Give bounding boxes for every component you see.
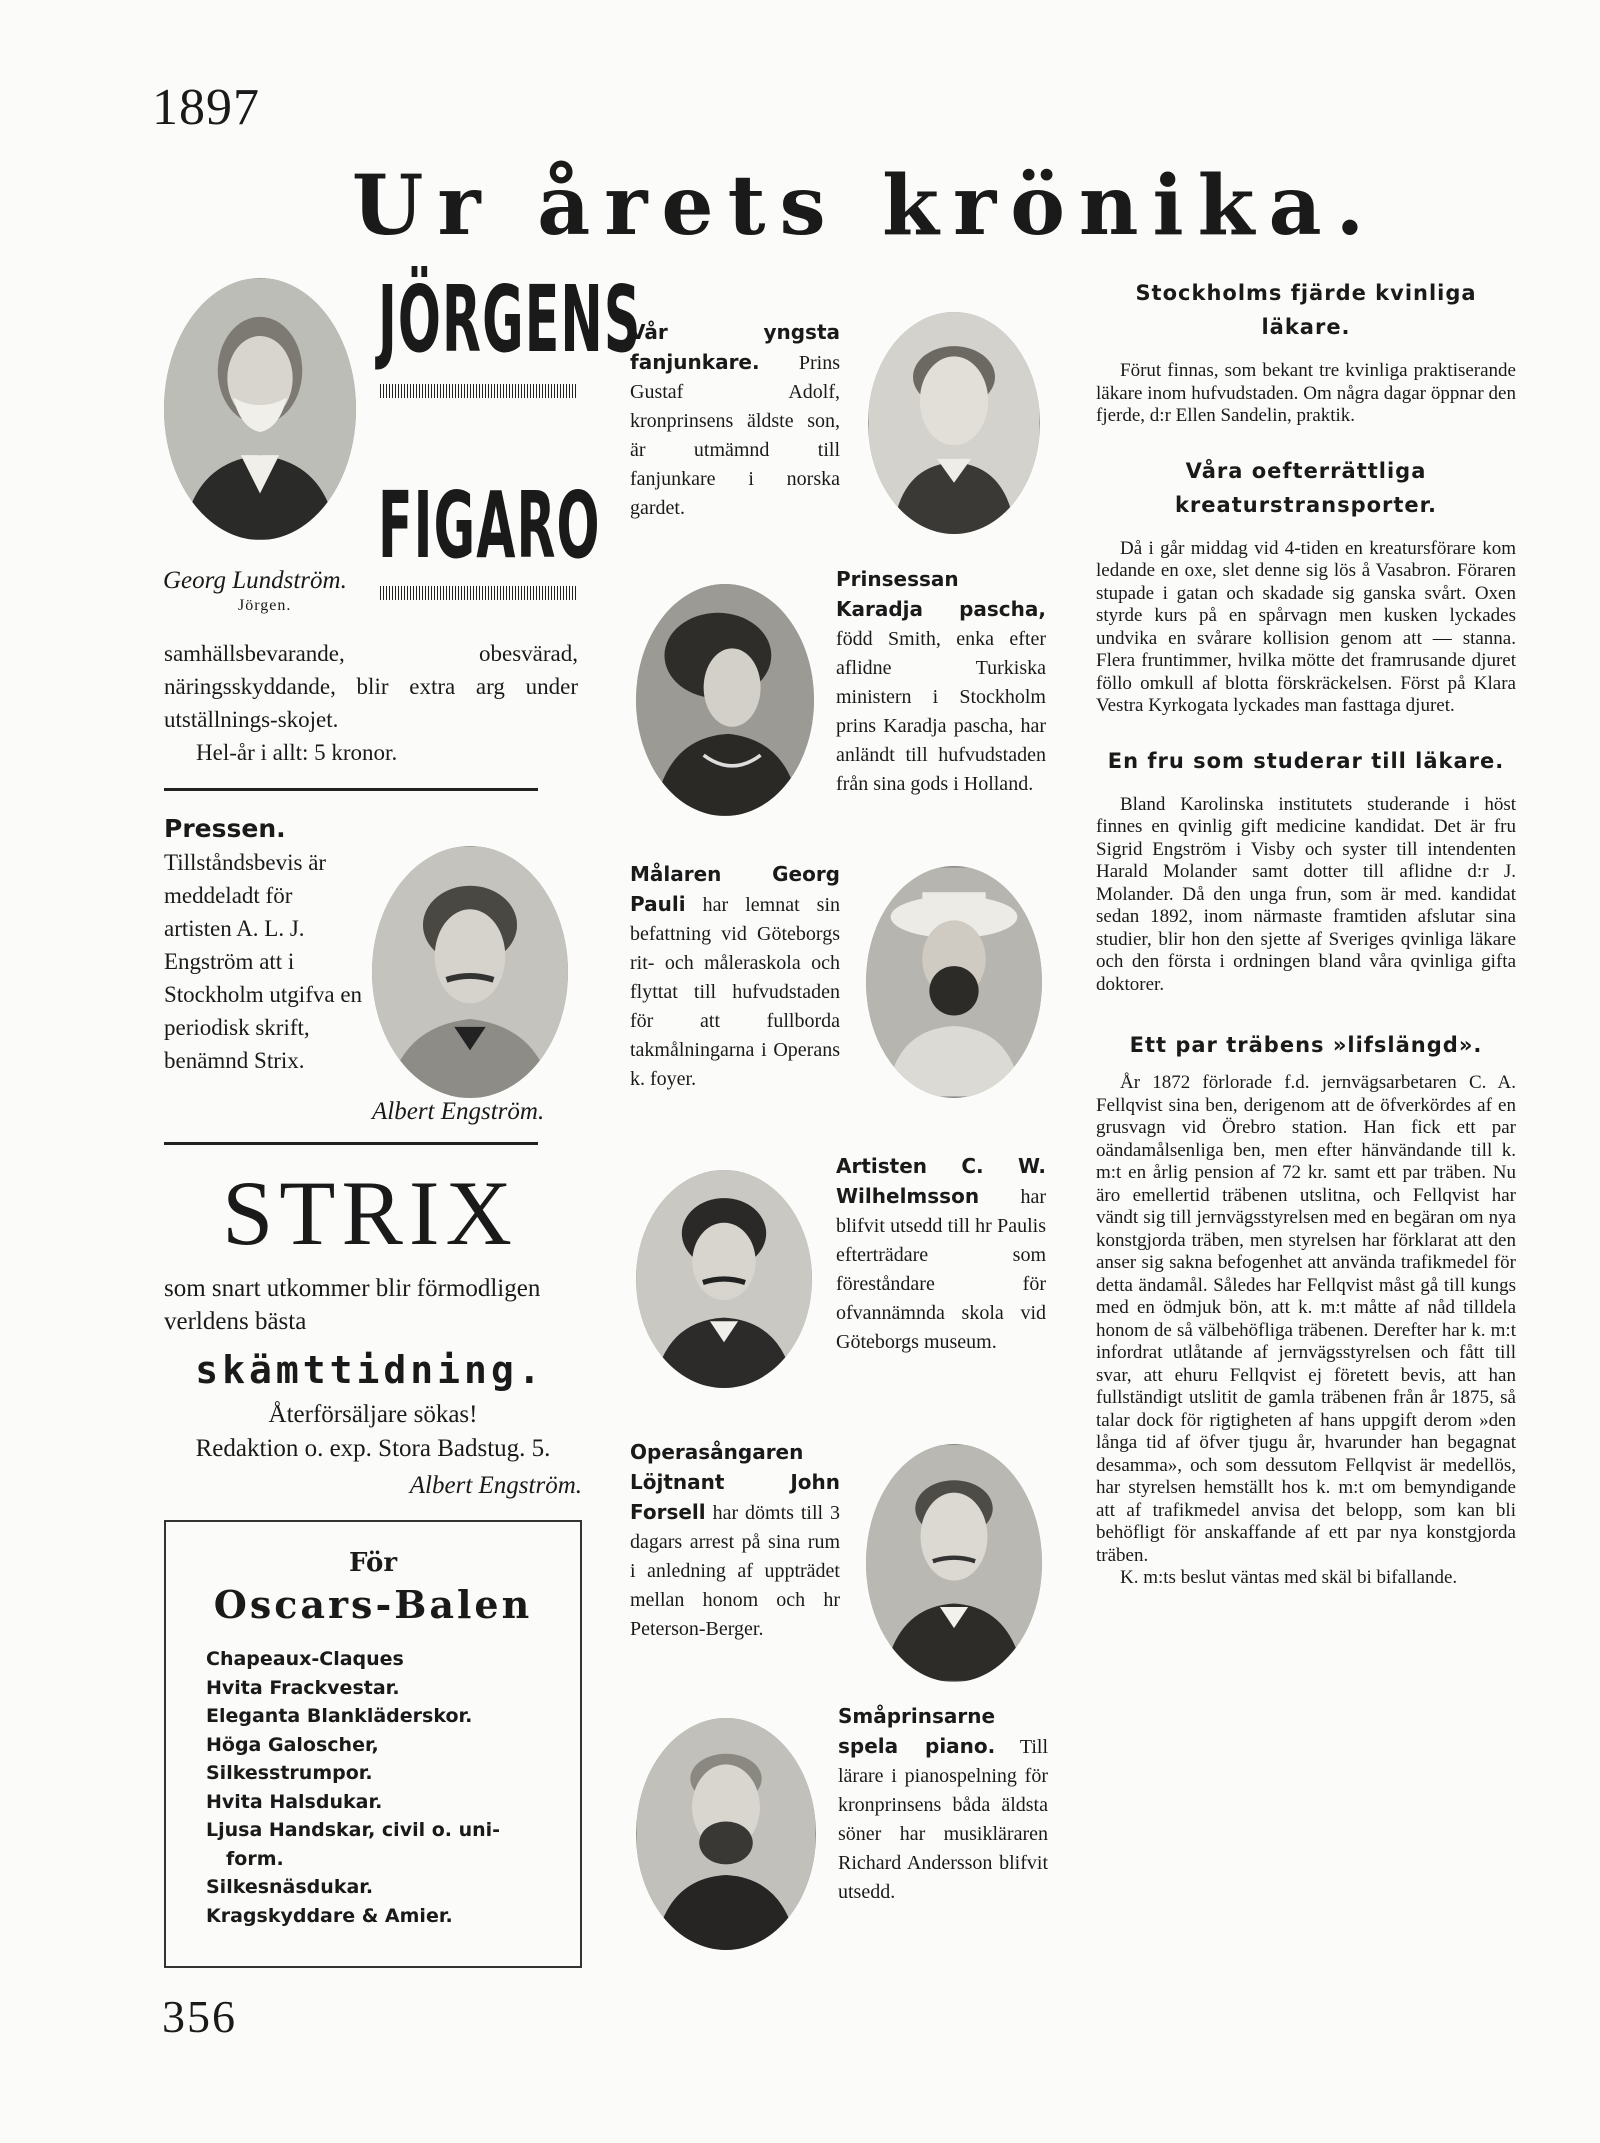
list-item: Ljusa Handskar, civil o. uni- (206, 1819, 501, 1841)
list-item: Chapeaux-Claques (206, 1648, 404, 1670)
pressen-caption: Albert Engström. (372, 1098, 545, 1125)
oscars-ad-line2: Oscars-Balen (213, 1582, 533, 1627)
oscars-ad-line1: För (348, 1548, 398, 1578)
article-prinsessan-karadja (836, 565, 1046, 799)
article-smaprinsarne (838, 1702, 1048, 1907)
article-heading: Våra oefterrättliga kreaturstransporter. (1174, 458, 1438, 517)
article-text: född Smith, enka efter aflidne Turkiska ministern i Stockholm prins Karadja pascha, har anländt till hufvudstaden från sina gods i Holland. (836, 628, 1046, 795)
article-body (1096, 360, 1516, 428)
article-body (1096, 794, 1516, 997)
portrait-illustration (164, 278, 356, 540)
list-item: form. (226, 1847, 284, 1870)
article-body (1096, 1072, 1516, 1590)
article-text: har dömts till 3 dagars arrest på sina rum i anledning af uppträdet mellan honom och hr Peterson-Berger. (630, 1502, 840, 1640)
ad-figaro-title: FIGARO (378, 472, 601, 579)
page-title: Ur årets krönika. (351, 158, 1379, 254)
strix-signature: Albert Engström. (409, 1472, 582, 1499)
list-item: Hvita Halsdukar. (206, 1790, 383, 1813)
strix-logo: STRIX (222, 1162, 518, 1264)
strix-resellers: Återförsäljare sökas! (268, 1401, 478, 1428)
ad-jorgens-title: JÖRGENS (378, 266, 642, 373)
article-heading: Vår yngsta fanjunkare. (630, 320, 840, 374)
divider (164, 788, 538, 791)
article-paragraph: Då i går middag vid 4-tiden en kreatursförare kom ledande en oxe, slet denne sig lös å Vasabron. Föraren stupade i gatan och skadade sig ganska svårt. Oxen styrde kurs på en spårvagn men kusken lyckades undvika en svårare kollision genom att — stanna. Flera fruntimmer, hvilka mötte det framrusande djuret föllo omkull af blotta förskräckelsen. Först på Klara Vestra Kyrkogata lyckades man fasttaga djuret. (1096, 537, 1516, 716)
article-paragraph: År 1872 förlorade f.d. jernvägsarbetaren C. A. Fellqvist sina ben, derigenom att de öfverkördes af en grusvagn vid Örebro station. Han fick ett par oändamålsenliga ben, men efter hänvändande till k. m:t en årlig pension af 72 kr. samt ett par träben. Nu äro emellertid träbenen utslitna, och Fellqvist har vändt sig till jernvägsstyrelsen med en begäran om nya konstgjorda träben, men styrelsen har förklarat att den anser sig sakna befogenhet att använda trafikmedel för detta ändamål. Således har Fellqvist måst gå till kungs med en ödmjuk bön, att k. m:t måtte af nåd tilldela honom de så välbehöfliga träbenen. Derefter har k. m:t infordrat utlåtande af jernvägsstyrelsen och fått till svar, att ehuru Fellqvist ej företett bevis, att han fullständigt utslitit de gamla träbenen från år 1875, så talar dock för rigtigheten af hans uppgift derom »den långa tid af öfver tjugu år, hvarunder han begagnat desamma», och som dessutom Fellqvist är medellös, har styrelsen hemställt hos k. m:t om bemyndigande att af trafikmedel anvisa det belopp, som kan bli behöfligt för anskaffande af ett par nya konstgjorda träben. (1096, 1072, 1516, 1566)
article-heading: Operasångaren Löjtnant John Forsell (630, 1440, 840, 1524)
strix-office: Redaktion o. exp. Stora Badstug. 5. (195, 1435, 551, 1462)
oscars-balen-ad (164, 1520, 582, 1968)
lundstrom-price: Hel-år i allt: 5 kronor. (196, 740, 398, 765)
portrait-albert-engstrom (372, 846, 568, 1098)
list-item: Kragskyddare & Amier. (206, 1904, 453, 1927)
portrait-illustration (636, 584, 814, 816)
article-paragraph: Bland Karolinska institutets studerande i höst finnes en qvinlig gift medicine kandidat. Det är fru Sigrid Engström i Visby och syster till intendenten Harald Molander samt dotter till aflidne d:r J. Molander. Då den unga frun, som är med. kandidat sedan 1892, inom närmaste framtiden afslutar sina studier, blir hon den sjette af Sveriges qvinliga läkare och den första i ordningen bland våra qvinliga gifta doktorer. (1096, 793, 1516, 995)
divider (164, 1142, 538, 1145)
lundstrom-text: samhällsbevarande, obesvärad, näringsskyddande, blir extra arg under utställnings-skojet. (164, 641, 578, 732)
portrait-illustration (866, 1444, 1042, 1682)
article-text: Till lärare i pianospelning för kronprinsens båda äldsta söner har musikläraren Richard Andersson blifvit utsedd. (838, 1736, 1049, 1903)
article-text: har lemnat sin befattning vid Göteborgs rit- och måleraskola och flyttat till hufvudstaden för att fullborda takmålningarna i Operans k. foyer. (630, 894, 840, 1090)
pressen-article (164, 812, 364, 1077)
portrait-john-forsell (866, 1444, 1042, 1682)
article-text: har blifvit utsedd till hr Paulis efterträdare som föreståndare för ofvannämnda skola vid Göteborgs museum. (836, 1186, 1046, 1353)
article-paragraph: K. m:ts beslut väntas med skäl bi bifallande. (1120, 1567, 1458, 1588)
strix-tagline: skämttidning. (195, 1348, 545, 1392)
lundstrom-subcaption: Jörgen. (238, 597, 292, 614)
article-heading: Målaren Georg Pauli (630, 862, 840, 916)
portrait-prins-gustaf-adolf (868, 312, 1040, 534)
article-heading: En fru som studerar till läkare. (1107, 748, 1505, 773)
pressen-text: Tillståndsbevis är meddeladt för artisten A. L. J. Engström att i Stockholm utgifva en periodisk skrift, benämnd Strix. (164, 850, 363, 1073)
list-item: Eleganta Blankläderskor. (206, 1705, 473, 1727)
portrait-georg-lundstrom (164, 278, 356, 540)
list-item: Silkesnäsdukar. (206, 1876, 374, 1898)
article-georg-pauli (630, 860, 840, 1094)
article-heading: Stockholms fjärde kvinliga läkare. (1135, 281, 1477, 339)
strix-text: som snart utkommer blir förmodligen verldens bästa (164, 1275, 541, 1335)
article-john-forsell (630, 1438, 840, 1644)
portrait-illustration (636, 1718, 816, 1950)
ad-stripe-top (380, 384, 576, 398)
lundstrom-caption: Georg Lundström. (163, 567, 347, 594)
right-column (1096, 276, 1516, 1590)
portrait-illustration (866, 866, 1042, 1098)
portrait-illustration (868, 312, 1040, 534)
ad-stripe-bottom (380, 586, 576, 600)
article-heading: Prinsessan Karadja pascha, (836, 567, 1046, 621)
portrait-illustration (372, 846, 568, 1098)
portrait-prinsessan-karadja (636, 584, 814, 816)
article-heading: Småprinsarne spela piano. (838, 1704, 996, 1758)
oscars-ad-items (206, 1645, 580, 1930)
pressen-heading: Pressen. (164, 814, 286, 843)
article-text: Prins Gustaf Adolf, kronprinsens äldste son, är utmämnd till fanjunkare i norska gardet. (630, 352, 840, 519)
list-item: Höga Galoscher, (206, 1733, 379, 1756)
article-cw-wilhelmsson (836, 1152, 1046, 1357)
year-heading: 1897 (152, 79, 260, 136)
page-number: 356 (162, 1991, 237, 2042)
article-heading: Ett par träbens »lifslängd». (1129, 1033, 1483, 1057)
article-yngsta-fanjunkare (630, 318, 840, 523)
portrait-georg-pauli (866, 866, 1042, 1098)
article-paragraph: Förut finnas, som bekant tre kvinliga praktiserande läkare inom hufvudstaden. Om några dagar öppnar den fjerde, d:r Ellen Sandelin, praktik. (1096, 360, 1516, 426)
list-item: Silkesstrumpor. (206, 1762, 373, 1784)
article-body (1096, 538, 1516, 718)
portrait-richard-andersson (636, 1718, 816, 1950)
portrait-cw-wilhelmsson (636, 1170, 812, 1388)
portrait-illustration (636, 1170, 812, 1388)
article-heading: Artisten C. W. Wilhelmsson (836, 1154, 1046, 1208)
list-item: Hvita Frackvestar. (206, 1676, 400, 1699)
